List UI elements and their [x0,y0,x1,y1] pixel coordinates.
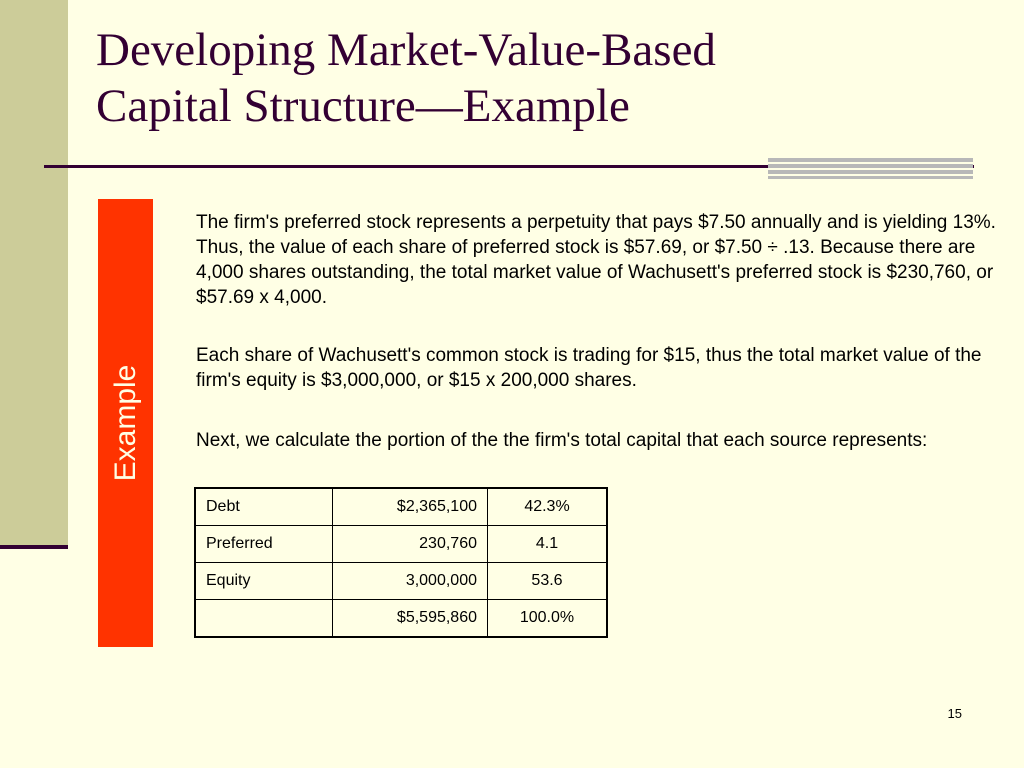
table-row [195,526,607,563]
slide-page-number: 15 [947,706,962,721]
table-cell-percent: 42.3% [488,488,608,526]
table-cell-source: Equity [195,563,333,600]
table-cell-source [195,600,333,638]
table-cell-source: Preferred [195,526,333,563]
paragraph-capital-portion: Next, we calculate the portion of the the firm's total capital that each source represents: [196,430,928,451]
slide-title-line-2: Capital Structure—Example [96,80,630,132]
paragraph-common-stock: Each share of Wachusett's common stock is trading for $15, thus the total market value of the firm's equity is $3,000,000, or $15 x 200,000 shares. [196,345,982,391]
table-cell-percent: 100.0% [488,600,608,638]
table-cell-source: Debt [195,488,333,526]
left-accent-bar [0,0,68,545]
table-cell-value: $2,365,100 [333,488,488,526]
table-cell-percent: 53.6 [488,563,608,600]
table-row [195,563,607,600]
table-row-total [195,600,607,638]
capital-structure-table [194,487,608,638]
paragraph-preferred-stock: The firm's preferred stock represents a perpetuity that pays $7.50 annually and is yielding 13%. Thus, the value of each share of preferred stock is $57.69, or $7.50 ÷ .13. Because there are 4,000 shares outstanding, the total market value of Wachusett's preferred stock is $230,760, or $57.69 x 4,000. [196,212,996,308]
table-cell-percent: 4.1 [488,526,608,563]
slide-title-line-1: Developing Market-Value-Based [96,24,716,76]
table-cell-value: 3,000,000 [333,563,488,600]
slide-title [96,22,976,134]
table-cell-value: $5,595,860 [333,600,488,638]
example-side-tab-label: Example [108,364,142,482]
table-row [195,488,607,526]
table-cell-value: 230,760 [333,526,488,563]
title-divider-accent [768,158,973,179]
left-accent-underline [0,545,68,549]
example-side-tab [98,199,153,647]
